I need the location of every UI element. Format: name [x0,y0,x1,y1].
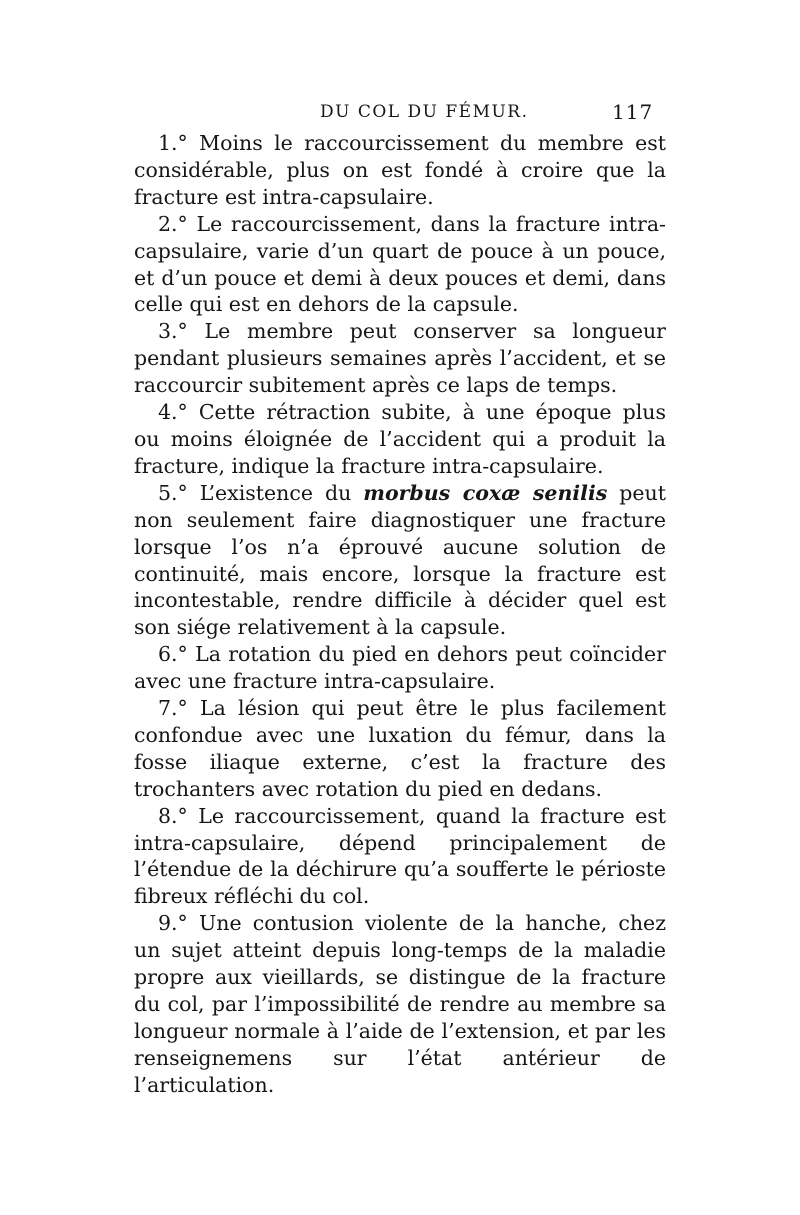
running-head [0,100,800,130]
paragraph-8 [134,803,666,911]
text-block [134,130,666,1099]
paragraph-2 [134,211,666,319]
latin-term: morbus coxæ senilis [363,480,608,505]
paragraph-number: 2.° [158,211,188,236]
paragraph-text: La rotation du pied en dehors peut coïncider avec une fracture intra-capsulaire. [134,642,666,694]
paragraph-text-after: peut non seulement faire diagnostiquer une fracture lorsque l’os n’a éprouvé aucune solution de continuité, mais encore, lorsque la fracture est incontestable, rendre difficile à décider quel est son siége relativement à la capsule. [134,480,666,640]
paragraph-number: 6.° [158,642,188,667]
paragraph-text: La lésion qui peut être le plus facilement confondue avec une luxation du fémur, dans la fosse iliaque externe, c’est la fracture des trochanters avec rotation du pied en dedans. [134,696,666,801]
paragraph-text: Cette rétraction subite, à une époque plus ou moins éloignée de l’accident qui a produit la fracture, indique la fracture intra-capsulaire. [134,400,666,478]
paragraph-3 [134,318,666,399]
paragraph-number: 3.° [158,319,188,344]
paragraph-7 [134,695,666,803]
paragraph-text: Moins le raccourcissement du membre est considérable, plus on est fondé à croire que la fracture est intra-capsulaire. [134,131,666,209]
paragraph-number: 7.° [158,696,188,721]
paragraph-1 [134,130,666,211]
running-title: DU COL DU FÉMUR. [320,102,529,122]
paragraph-text: Le raccourcissement, dans la fracture intra-capsulaire, varie d’un quart de pouce à un pouce, et d’un pouce et demi à deux pouces et demi, dans celle qui est en dehors de la capsule. [134,211,666,317]
paragraph-number: 4.° [158,400,188,425]
paragraph-text-before: L’existence du [199,480,352,505]
page-number: 117 [612,100,654,124]
paragraph-number: 5.° [158,480,188,505]
paragraph-9 [134,910,666,1098]
paragraph-text: Le membre peut conserver sa longueur pendant plusieurs semaines après l’accident, et se raccourcir subitement après ce laps de temps. [134,319,666,398]
paragraph-number: 1.° [158,131,188,155]
paragraph-6 [134,641,666,695]
paragraph-text: Une contusion violente de la hanche, chez un sujet atteint depuis long-temps de la maladie propre aux vieillards, se distingue de la fracture du col, par l’impossibilité de rendre au membre sa longueur normale à l’aide de l’extension, et par les renseignemens sur l’état antérieur de l’articulation. [134,911,666,1097]
paragraph-number: 9.° [158,911,188,936]
paragraph-number: 8.° [158,803,188,828]
paragraph-5 [134,480,666,641]
paragraph-text: Le raccourcissement, quand la fracture est intra-capsulaire, dépend principalement de l’étendue de la déchirure qu’a soufferte le périoste fibreux réfléchi du col. [134,803,666,909]
paragraph-4 [134,399,666,480]
